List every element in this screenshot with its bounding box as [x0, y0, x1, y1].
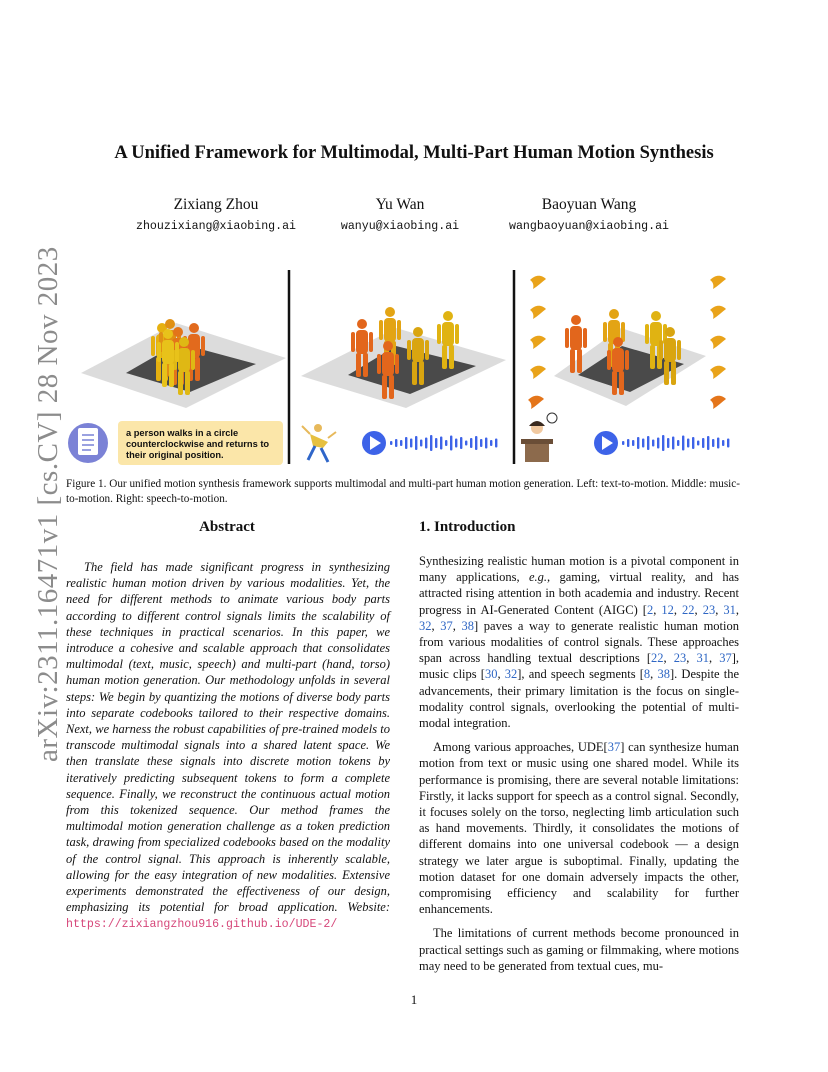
waveform-bar: [410, 439, 412, 448]
intro-text: ,: [694, 602, 703, 617]
waveform-bar: [672, 437, 674, 450]
paper-title: A Unified Framework for Multimodal, Multi-Part Human Motion Synthesis: [114, 143, 714, 163]
music-to-motion-panel: [301, 307, 506, 462]
citation-link[interactable]: 23: [673, 651, 687, 666]
audio-waveform: [390, 435, 497, 451]
waveform-bar: [657, 438, 659, 449]
intro-text: ,: [708, 651, 720, 666]
introduction-body: [419, 553, 739, 982]
author-name: Baoyuan Wang: [541, 196, 637, 213]
waveform-bar: [390, 441, 392, 445]
dancer-icon: [302, 424, 336, 462]
intro-text: ] paves a way to generate realistic human motion from various modalities of control signals. These approaches span across handling textual descriptions [: [419, 618, 740, 666]
intro-text: ,: [650, 667, 658, 682]
text-to-motion-panel: [68, 319, 286, 465]
abstract-body: [66, 559, 390, 934]
play-icon[interactable]: [362, 431, 386, 455]
author-block: [320, 196, 480, 233]
citation-link[interactable]: 23: [702, 602, 716, 617]
waveform-bar: [687, 439, 689, 448]
waveform-bar: [425, 438, 427, 449]
intro-text: ,: [431, 618, 441, 633]
waveform-bar: [702, 438, 704, 448]
waveform-bar: [637, 437, 639, 449]
intro-paragraph: [419, 925, 739, 974]
citation-link[interactable]: 22: [682, 602, 695, 617]
waveform-bar: [470, 438, 472, 448]
waveform-bar: [435, 438, 437, 448]
intro-text: ], music clips [: [419, 651, 740, 682]
waveform-bar: [647, 436, 649, 450]
citation-link[interactable]: 12: [661, 602, 674, 617]
waveform-bar: [430, 435, 432, 451]
citation-link[interactable]: 31: [723, 602, 736, 617]
waveform-bar: [455, 439, 457, 448]
intro-text: ,: [735, 602, 740, 617]
waveform-bar: [622, 441, 624, 445]
speaker-icon: [521, 413, 557, 462]
waveform-bar: [485, 438, 487, 449]
intro-text: ] can synthesize human motion from text or music using one shared model. While its performance is promising, there are several notable limitations: Firstly, it lacks support for speech as a control signal. Secondly, it focuses solely on the torso, neglecting limb articulation such as hand movements. Thirdly, it consolidates the motions of different domains into one universal codebook — a design strategy we later argue is suboptimal. Finally, updating the motion dataset for one domain adversely impacts the other, compromising efficiency and scalability for further enhancements.: [419, 740, 739, 917]
figure-caption: Figure 1. Our unified motion synthesis framework supports multimodal and multi-part human motion generation. Left: text-to-motion. Middle: music-to-motion. Right: speech-to-motion.: [66, 478, 740, 505]
waveform-bar: [692, 437, 694, 449]
waveform-bar: [627, 439, 629, 447]
intro-text: ,: [715, 602, 724, 617]
page-number: 1: [410, 992, 418, 1007]
waveform-bar: [642, 439, 644, 448]
waveform-bar: [652, 440, 654, 447]
intro-text: gaming, virtual reality, and has attracted rising attention in both academia and industry. Recent progress in AI-Generated Content (AIGC) [: [419, 570, 740, 617]
waveform-bar: [395, 439, 397, 447]
citation-link[interactable]: 37: [607, 740, 621, 755]
citation-link[interactable]: 32: [419, 618, 432, 633]
waveform-bar: [717, 438, 719, 449]
abstract-text: The field has made significant progress in synthesizing realistic human motion driven by various modalities. Yet, the need for different methods to animate various body parts according to different control signals limits the scalability of these techniques in practical scenarios. In this paper, we introduce a cohesive and scalable approach that consolidates multimodal (text, music, speech) and multi-part (hand, torso) human motion generation. Our methodology unfolds in several steps: We begin by quantizing the motions of diverse body parts into separate codebooks tailored to their respective domains. Next, we harness the robust capabilities of pre-trained models to transcode multimodal signals into a shared latent space. We then translate these signals into discrete motion tokens by iteratively predicting subsequent tokens to form a complete sequence. Finally, we reconstruct the continuous actual motion from this tokenized sequence. Our method frames the multimodal motion generation challenge as a token prediction task, drawing from specialized codebooks based on the modality of the control signal. This approach is inherently scalable, allowing for the easy integration of new modalities. Extensive experiments demonstrated the effectiveness of our design, emphasizing its potential for broad application. Website:: [66, 560, 390, 915]
waveform-bar: [475, 436, 477, 450]
arxiv-stamp: arXiv:2311.16471v1 [cs.CV] 28 Nov 2023: [32, 246, 64, 762]
citation-link[interactable]: 37: [440, 618, 453, 633]
prompt-line: counterclockwise and returns to: [126, 439, 270, 449]
prompt-line: their original position.: [126, 450, 224, 460]
author-email: zhouzixiang@xiaobing.ai: [135, 220, 297, 233]
intro-paragraph: [419, 553, 739, 731]
waveform-bar: [445, 440, 447, 446]
citation-link[interactable]: 30: [484, 667, 498, 682]
citation-link[interactable]: 38: [657, 667, 670, 682]
waveform-bar: [677, 440, 679, 446]
author-name: Zixiang Zhou: [173, 196, 259, 213]
citation-link[interactable]: 2: [646, 602, 654, 617]
waveform-bar: [682, 436, 684, 451]
citation-link[interactable]: 32: [504, 667, 518, 682]
waveform-bar: [662, 435, 664, 451]
waveform-bar: [460, 437, 462, 449]
author-block: [118, 196, 314, 233]
intro-text: ,: [673, 602, 683, 617]
intro-text: The limitations of current methods become pronounced in practical settings such as gaming or filmmaking, where motions may need to be generated from textual cues, mu-: [419, 926, 739, 973]
document-icon: [68, 423, 108, 463]
teaser-figure: [66, 268, 738, 466]
intro-text: ]. Despite the advancements, their primary limitation is the focus on single-modality control signals, overlooking the potential of multi-modal integration.: [419, 667, 740, 731]
prompt-line: a person walks in a circle: [126, 428, 239, 438]
citation-link[interactable]: 37: [719, 651, 732, 666]
citation-link[interactable]: 31: [696, 651, 709, 666]
intro-text: ,: [686, 651, 697, 666]
waveform-bar: [722, 440, 724, 446]
intro-text: ,: [497, 667, 505, 682]
intro-paragraph: [419, 739, 739, 917]
citation-link[interactable]: 38: [461, 618, 474, 633]
waveform-bar: [697, 441, 699, 446]
intro-text: Among various approaches, UDE[: [433, 740, 608, 755]
waveform-bar: [632, 440, 634, 446]
waveform-bar: [440, 437, 442, 450]
waveform-bar: [667, 438, 669, 448]
intro-text: Synthesizing realistic human motion is a pivotal component in many applications,: [419, 554, 739, 585]
abstract-heading: Abstract: [199, 519, 255, 535]
intro-text: ,: [452, 618, 462, 633]
intro-text: ,: [663, 651, 674, 666]
author-name: Yu Wan: [375, 196, 425, 213]
waveform-bar: [727, 439, 729, 448]
intro-text: ,: [653, 602, 662, 617]
waveform-bar: [495, 439, 497, 448]
citation-link[interactable]: 8: [643, 667, 651, 682]
audio-waveform: [622, 435, 729, 451]
author-email: wanyu@xiaobing.ai: [340, 220, 460, 233]
waveform-bar: [480, 439, 482, 447]
author-block: [494, 196, 684, 233]
citation-link[interactable]: 22: [651, 651, 664, 666]
waveform-bar: [450, 436, 452, 451]
waveform-bar: [420, 440, 422, 447]
waveform-bar: [415, 436, 417, 450]
waveform-bar: [707, 436, 709, 450]
waveform-bar: [465, 441, 467, 446]
intro-text: ], and speech segments [: [517, 667, 644, 682]
author-email: wangbaoyuan@xiaobing.ai: [508, 220, 670, 233]
intro-text: e.g.,: [528, 570, 551, 585]
waveform-bar: [405, 437, 407, 449]
play-icon[interactable]: [594, 431, 618, 455]
speech-to-motion-panel: [521, 276, 729, 462]
introduction-heading: 1. Introduction: [419, 519, 516, 535]
waveform-bar: [490, 440, 492, 446]
website-link[interactable]: https://zixiangzhou916.github.io/UDE-2/: [66, 918, 338, 932]
waveform-bar: [712, 439, 714, 447]
waveform-bar: [400, 440, 402, 446]
